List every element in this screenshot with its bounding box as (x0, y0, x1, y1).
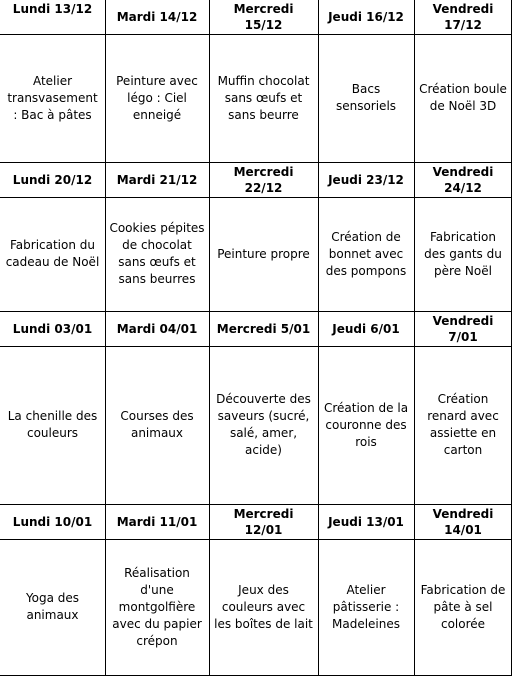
column-divider (105, 0, 106, 676)
activity-cell: Réalisation d'une montgolfière avec du papier crépon (112, 565, 202, 648)
activity-cell: Découverte des saveurs (sucré, salé, amer, acide) (216, 392, 311, 457)
activity-cell: Courses des animaux (120, 409, 194, 440)
activity-cell: Jeux des couleurs avec les boîtes de lait (214, 582, 313, 631)
activity-cell: Création boule de Noël 3D (419, 82, 507, 113)
activity-cell: Peinture avec légo : Ciel enneigé (116, 73, 198, 122)
activity-cell: Création de bonnet avec des pompons (325, 229, 407, 278)
row-divider (0, 311, 512, 312)
activity-cell: Bacs sensoriels (335, 82, 397, 113)
row-divider (0, 34, 512, 35)
activity-cell: Création de la couronne des rois (323, 400, 409, 449)
row-divider (0, 539, 512, 540)
day-header: Mardi 11/01 (116, 514, 198, 529)
day-header: Lundi 03/01 (12, 321, 93, 336)
day-header: Mardi 14/12 (116, 10, 198, 24)
day-header: Lundi 13/12 (12, 2, 93, 16)
row-divider (0, 675, 512, 676)
row-divider (0, 346, 512, 347)
activity-cell: Peinture propre (217, 246, 310, 261)
day-header: Jeudi 13/01 (328, 514, 404, 529)
day-header: Vendredi 17/12 (432, 2, 494, 32)
column-divider (318, 0, 319, 676)
column-divider (511, 0, 512, 676)
activity-cell: Atelier pâtisserie : Madeleines (332, 582, 400, 631)
day-header: Lundi 20/12 (12, 172, 93, 187)
row-divider (0, 162, 512, 163)
activity-cell: La chenille des couleurs (7, 409, 98, 440)
column-divider (414, 0, 415, 676)
day-header: Lundi 10/01 (12, 514, 93, 529)
activity-cell: Création renard avec assiette en carton (427, 392, 499, 457)
day-header: Mercredi 5/01 (216, 321, 311, 336)
activity-cell: Fabrication des gants du père Noël (424, 229, 502, 278)
day-header: Jeudi 23/12 (328, 172, 404, 187)
day-header: Mercredi 12/01 (233, 506, 294, 537)
day-header: Mercredi 15/12 (233, 2, 294, 32)
day-header: Mardi 21/12 (116, 172, 198, 187)
activity-cell: Fabrication du cadeau de Noël (5, 238, 100, 269)
day-header: Mercredi 22/12 (233, 164, 294, 195)
column-divider (209, 0, 210, 676)
day-header: Vendredi 7/01 (432, 313, 494, 344)
day-header: Mardi 04/01 (116, 321, 198, 336)
day-header: Vendredi 24/12 (432, 164, 494, 195)
row-divider (0, 504, 512, 505)
day-header: Jeudi 6/01 (332, 321, 400, 336)
activity-cell: Atelier transvasement : Bac à pâtes (7, 73, 98, 122)
activity-cell: Cookies pépites de chocolat sans œufs et sans beurres (109, 221, 205, 286)
activity-cell: Muffin chocolat sans œufs et sans beurre (217, 73, 310, 122)
activity-cell: Fabrication de pâte à sel colorée (420, 582, 506, 631)
day-header: Jeudi 16/12 (328, 10, 404, 24)
activity-cell: Yoga des animaux (25, 591, 80, 622)
day-header: Vendredi 14/01 (432, 506, 494, 537)
row-divider (0, 197, 512, 198)
